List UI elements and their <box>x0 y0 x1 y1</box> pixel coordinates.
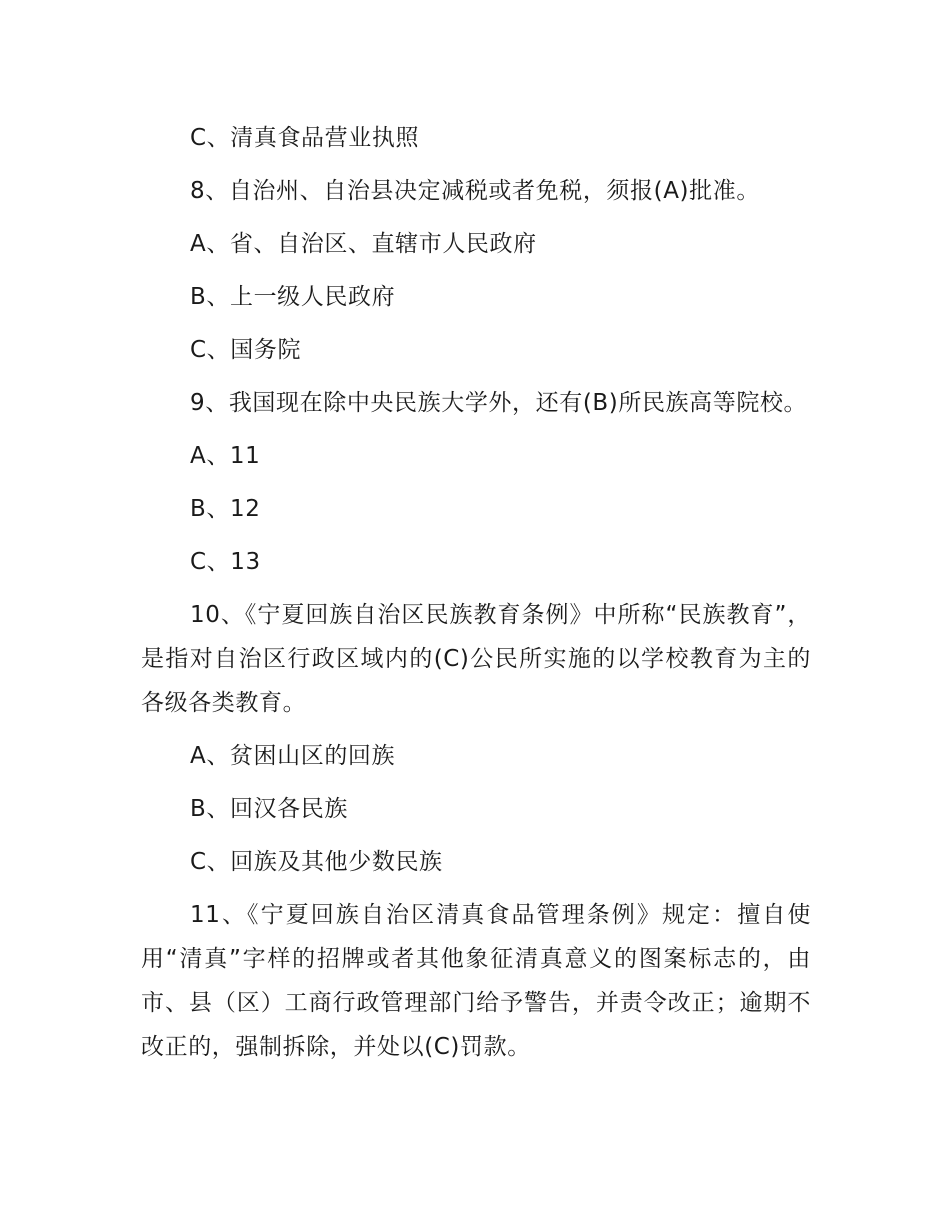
option-c-q8: C、国务院 <box>190 337 302 363</box>
option-b-q8: B、上一级人民政府 <box>190 284 396 310</box>
option-b-q10: B、回汉各民族 <box>190 796 348 822</box>
option-a-q10: A、贫困山区的回族 <box>190 743 396 769</box>
question-10: 10、《宁夏回族自治区民族教育条例》中所称“民族教育”，是指对自治区行政区域内的(C)公民所实施的以学校教育为主的各级各类教育。 <box>141 602 811 716</box>
document-body <box>141 116 811 1078</box>
option-a-q8: A、省、自治区、直辖市人民政府 <box>190 231 537 257</box>
option-c-q10: C、回族及其他少数民族 <box>190 849 443 875</box>
question-8: 8、自治州、自治县决定减税或者免税，须报(A)批准。 <box>190 178 760 204</box>
option-a-q9: A、11 <box>190 443 261 469</box>
question-9: 9、我国现在除中央民族大学外，还有(B)所民族高等院校。 <box>190 390 808 416</box>
question-11: 11、《宁夏回族自治区清真食品管理条例》规定：擅自使用“清真”字样的招牌或者其他象征清真意义的图案标志的，由市、县（区）工商行政管理部门给予警告，并责令改正；逾期不改正的，强制拆除，并处以(C)罚款。 <box>141 902 811 1060</box>
option-c-q7: C、清真食品营业执照 <box>190 125 420 151</box>
option-b-q9: B、12 <box>190 496 261 522</box>
option-c-q9: C、13 <box>190 549 261 575</box>
